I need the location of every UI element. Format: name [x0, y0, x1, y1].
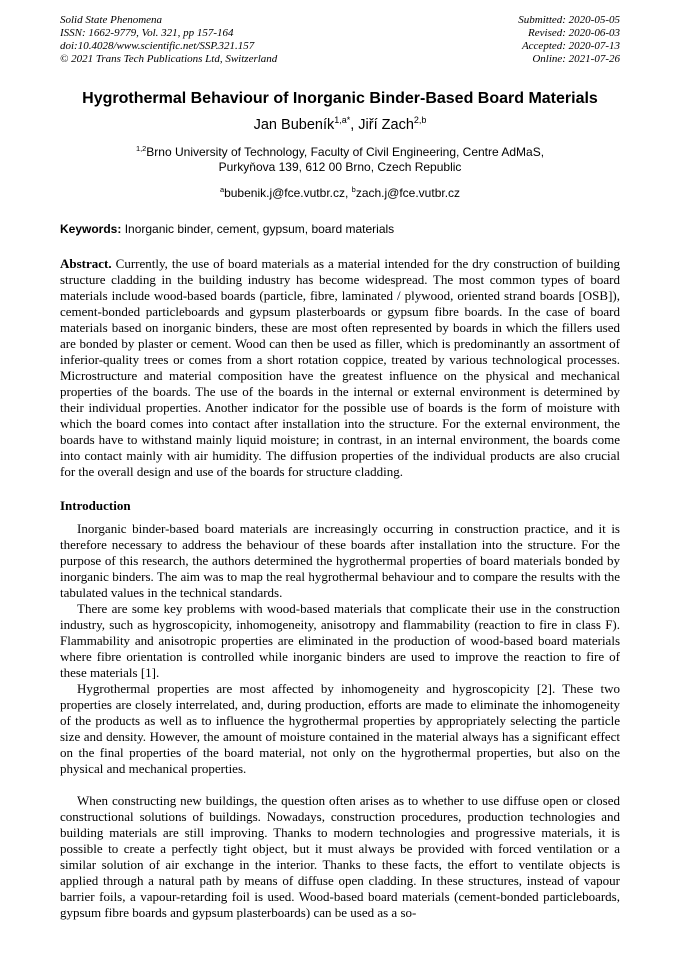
- author-name-1: Jan Bubeník: [253, 117, 335, 133]
- abstract-text: Currently, the use of board materials as a material intended for the dry construction of building structure cladding in the building industry has become widespread. The most common types of board materials include wood-based boards (particle, fibre, laminated / plywood, oriented strand boards [OSB]), cement-bonded particleboards and gypsum plasterboards or gypsum fibre boards. In the case of board materials based on inorganic binders, these are most often represented by boards in which the fillers used are bonded by plaster or cement. Wood can then be used as filler, which is predominantly an assortment of inferior-quality trees or comes from a short rotation coppice, treated by various technological processes. Microstructure and material composition have the greatest influence on the physical and mechanical properties of the boards. The use of the boards in the internal or external environment is determined by their individual properties. Another indicator for the possible use of boards is the form of moisture with which the board comes into contact after installation into the structure. For the external environment, the boards have to withstand mainly liquid moisture; in contrast, in an internal environment, the boards come into contact mainly with air humidity. The diffusion properties of the individual products are also crucial for the overall design and use of the boards for structure cladding.: [60, 256, 620, 479]
- authors-line: [60, 117, 620, 133]
- revised-date: Revised: 2020-06-03: [528, 27, 620, 39]
- affiliation-line-2: Purkyňova 139, 612 00 Brno, Czech Republic: [218, 160, 462, 174]
- email-1-superscript: a: [219, 185, 225, 194]
- emails-line: [60, 186, 620, 200]
- affiliation-text-1: Brno University of Technology, Faculty of Civil Engineering, Centre AdMaS,: [146, 145, 545, 159]
- affiliation-block: [60, 145, 620, 175]
- email-2: zach.j@fce.vutbr.cz: [355, 186, 461, 200]
- keywords-line: [60, 222, 620, 236]
- journal-doi: doi:10.4028/www.scientific.net/SSP.321.157: [60, 40, 255, 52]
- intro-paragraph-4: When constructing new buildings, the question often arises as to whether to use diffuse open or closed constructional solutions of buildings. Nowadays, construction procedures, production technologies and building materials are still improving. Thanks to modern technologies and progressive materials, it is possible to create a perfectly tight object, but it must always be provided with forced ventilation or a similar solution of air exchange in the interior. Thanks to these facts, the effort to ventilate objects is applied through a natural path by means of diffuse open cladding. In these structures, instead of vapour barrier foils, a vapour-retarding foil is used. Wood-based board materials (cement-bonded particleboards, gypsum fibre boards and gypsum plasterboards) can be used as a so-: [60, 793, 620, 920]
- journal-header-left: [60, 14, 277, 66]
- introduction-heading: Introduction: [60, 498, 131, 513]
- paper-title: Hygrothermal Behaviour of Inorganic Binder-Based Board Materials: [82, 90, 598, 107]
- journal-header: [60, 14, 620, 66]
- author-2-superscript: 2,b: [413, 115, 427, 126]
- abstract-paragraph: [60, 256, 620, 480]
- accepted-date: Accepted: 2020-07-13: [521, 40, 620, 52]
- abstract-label: Abstract.: [60, 256, 112, 271]
- journal-copyright: © 2021 Trans Tech Publications Ltd, Switzerland: [60, 53, 278, 65]
- intro-paragraph-3: Hygrothermal properties are most affected by inhomogeneity and hygroscopicity [2]. These two properties are closely interrelated, and, during production, efforts are made to eliminate the inhomogeneity of the products as well as to influence the hygrothermal properties by appropriately selecting the particle size and density. However, the amount of moisture contained in the material always has a significant effect on the final properties of the board material, not only on the hygrothermal properties, but also on the physical and mechanical properties.: [60, 681, 620, 776]
- keywords-text: Inorganic binder, cement, gypsum, board materials: [121, 222, 395, 236]
- journal-issn-volume: ISSN: 1662-9779, Vol. 321, pp 157-164: [60, 27, 234, 39]
- affiliation-superscript: 1,2: [135, 144, 147, 153]
- affiliation-line-1: [60, 145, 620, 160]
- intro-paragraph-1: Inorganic binder-based board materials are increasingly occurring in construction practice, and it is therefore necessary to address the behaviour of these boards after installation into the structure. For the purpose of this research, the authors determined the hygrothermal properties of board materials bonded by inorganic binders. The aim was to map the real hygrothermal behaviour and to compare the results with the tabulated values in the technical standards.: [60, 521, 620, 600]
- journal-header-right: [518, 14, 620, 66]
- online-date: Online: 2021-07-26: [532, 53, 620, 65]
- author-name-2: Jiří Zach: [358, 117, 414, 133]
- email-2-superscript: b: [351, 185, 356, 194]
- author-1-superscript: 1,a*: [334, 115, 351, 126]
- authors-separator: ,: [350, 117, 359, 133]
- submitted-date: Submitted: 2020-05-05: [518, 14, 620, 26]
- intro-paragraph-2: There are some key problems with wood-based materials that complicate their use in the construction industry, such as hygroscopicity, inhomogeneity, anisotropy and flammability (reaction to fire in class F). Flammability and anisotropic properties are eliminated in the production of wood-based board materials where fibre orientation is controlled while inorganic binders are used to improve the reaction to fire of these materials [1].: [60, 601, 620, 680]
- journal-name: Solid State Phenomena: [60, 14, 163, 26]
- email-1: bubenik.j@fce.vutbr.cz,: [224, 186, 349, 200]
- keywords-label: Keywords:: [60, 222, 122, 236]
